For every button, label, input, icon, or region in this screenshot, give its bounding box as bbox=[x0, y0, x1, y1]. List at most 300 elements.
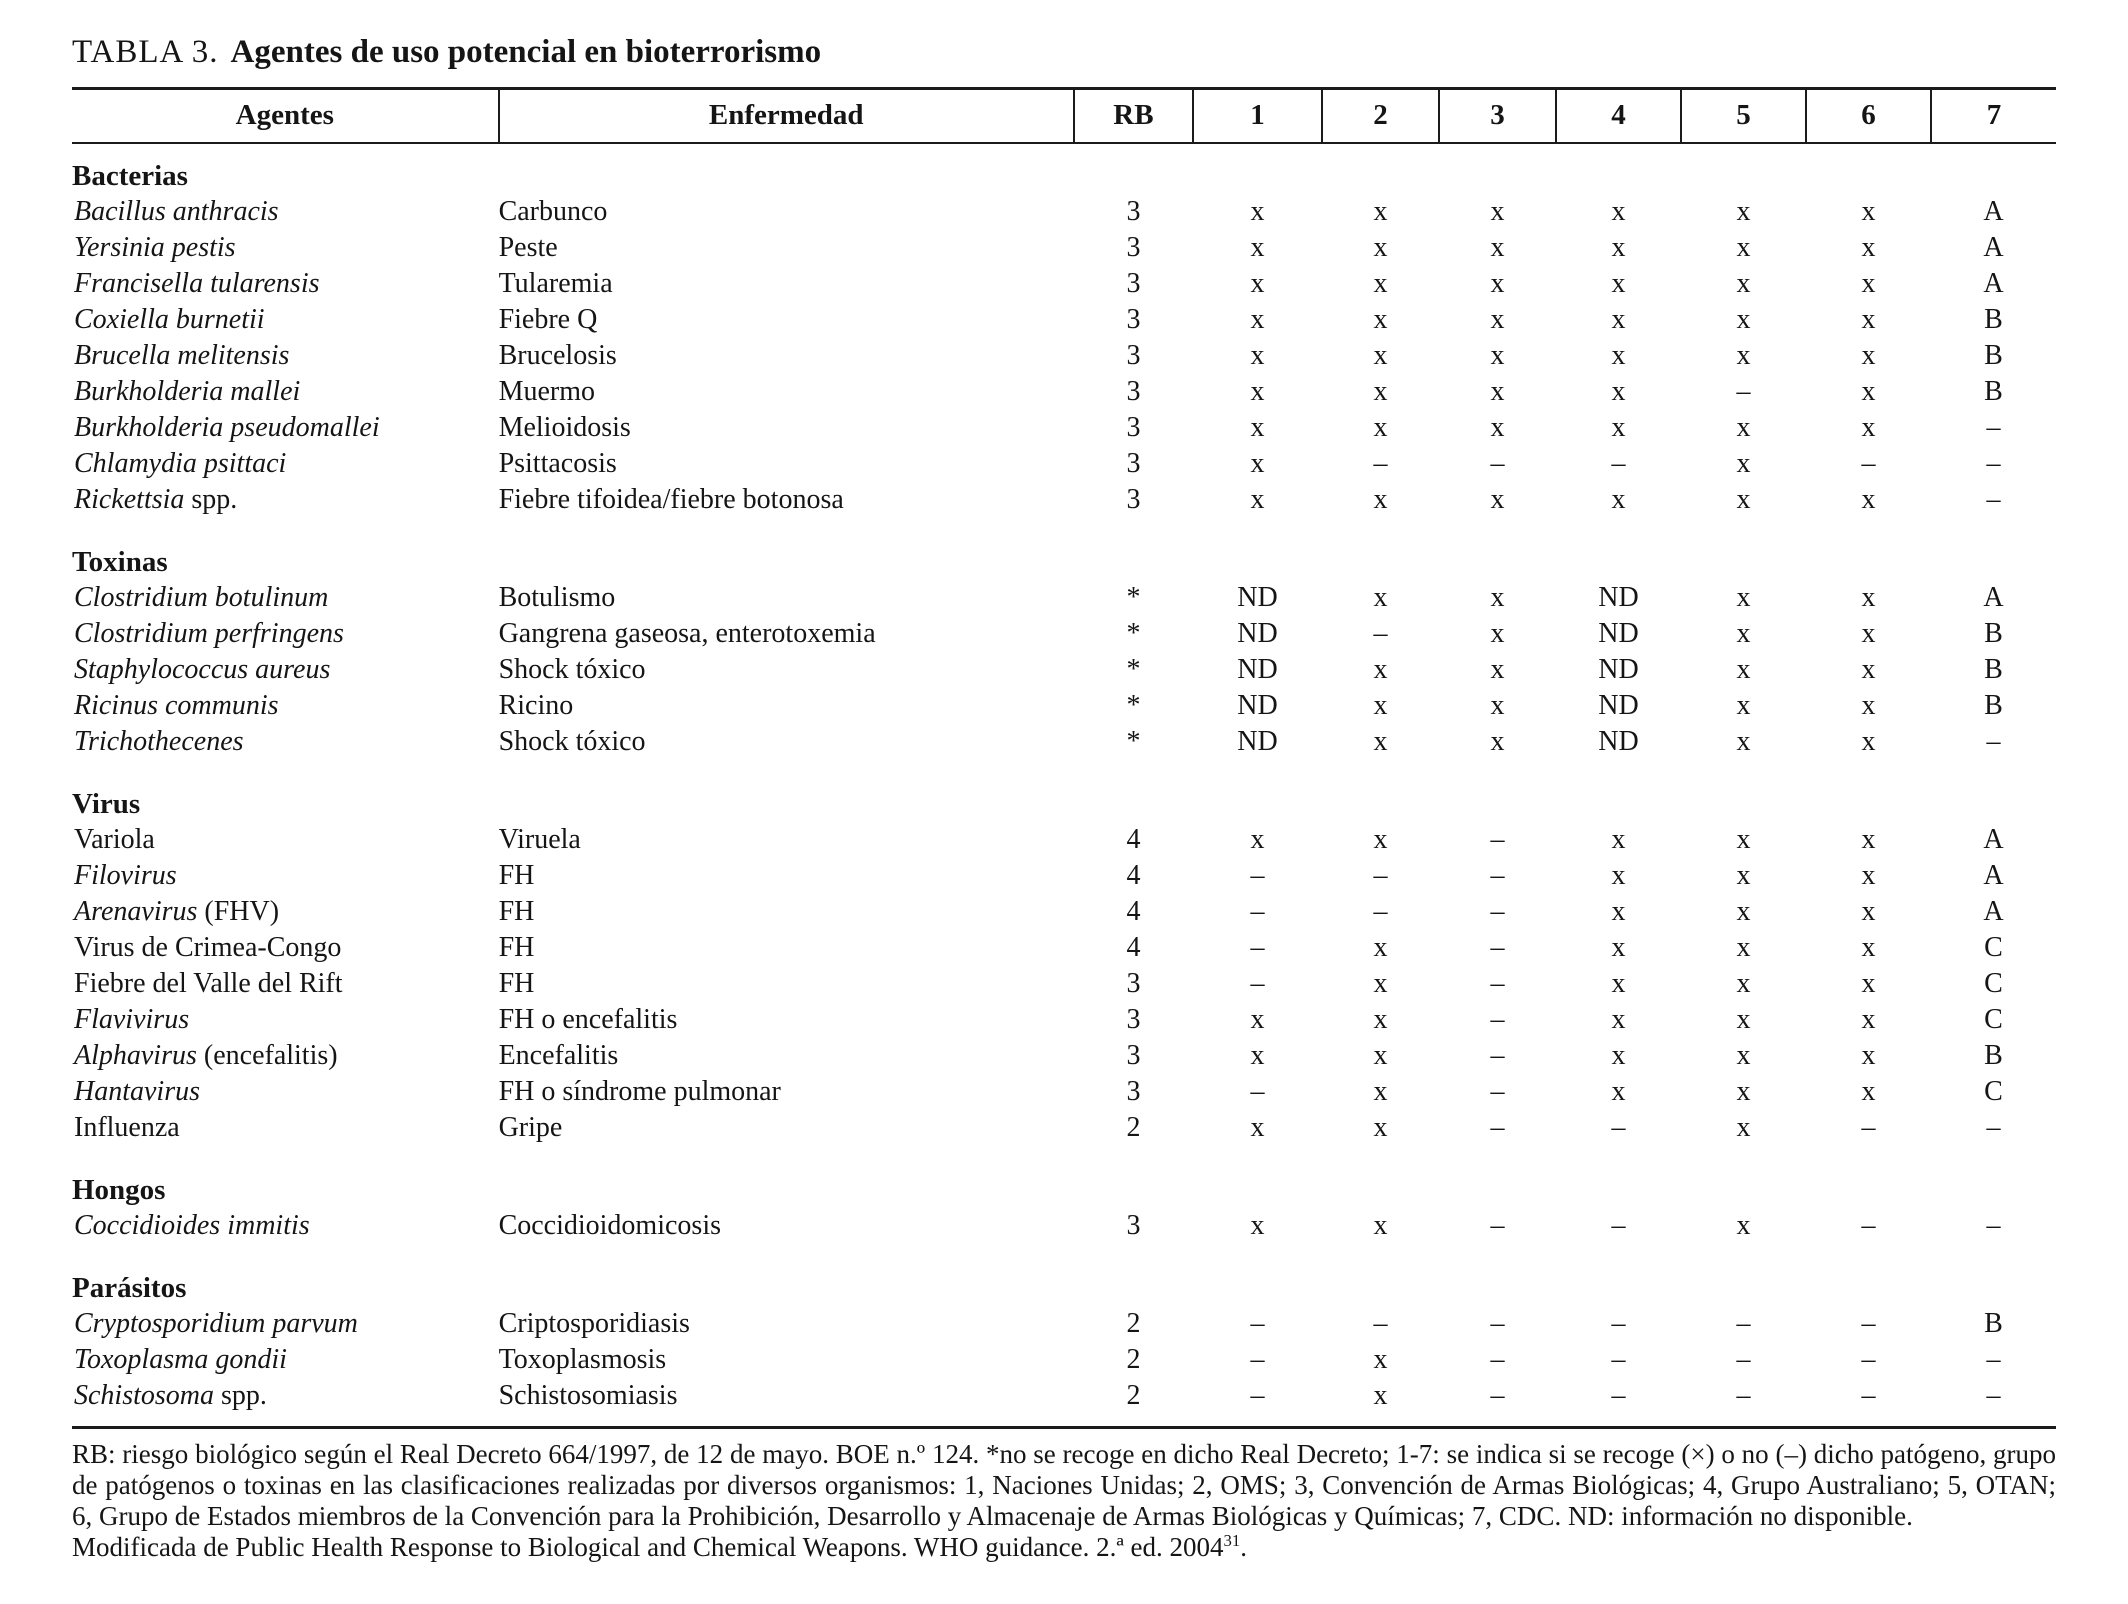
mark-cell-6: x bbox=[1861, 618, 1876, 649]
mark-cell-2: x bbox=[1373, 932, 1388, 963]
mark-cell-7: – bbox=[1986, 726, 2001, 757]
agent-name-cell: Alphavirus (encefalitis) bbox=[74, 1040, 338, 1071]
mark-cell-7: C bbox=[1984, 968, 2003, 999]
mark-cell-3: x bbox=[1490, 654, 1505, 685]
mark-cell-2: x bbox=[1373, 1344, 1388, 1375]
disease-cell: Schistosomiasis bbox=[498, 1380, 678, 1411]
mark-cell-4: ND bbox=[1598, 618, 1639, 649]
agent-name-cell: Influenza bbox=[74, 1112, 180, 1143]
mark-cell-1: x bbox=[1250, 376, 1265, 407]
mark-cell-4: – bbox=[1611, 1308, 1626, 1339]
column-header-7: 7 bbox=[1931, 89, 2056, 144]
mark-cell-1: x bbox=[1250, 196, 1265, 227]
disease-cell: Carbunco bbox=[498, 196, 608, 227]
mark-cell-4: – bbox=[1611, 1112, 1626, 1143]
mark-cell-7: – bbox=[1986, 484, 2001, 515]
agent-row bbox=[72, 1306, 2056, 1342]
mark-cell-3: x bbox=[1490, 690, 1505, 721]
mark-cell-1: – bbox=[1250, 1380, 1265, 1411]
mark-cell-1: ND bbox=[1237, 654, 1278, 685]
column-header-rb: RB bbox=[1074, 89, 1193, 144]
disease-cell: Gripe bbox=[498, 1112, 563, 1143]
disease-cell: Psittacosis bbox=[498, 448, 617, 479]
agent-name-cell: Flavivirus bbox=[74, 1004, 190, 1035]
agent-name-cell: Toxoplasma gondii bbox=[74, 1344, 287, 1375]
disease-cell: Botulismo bbox=[498, 582, 616, 613]
disease-cell: Coccidioidomicosis bbox=[498, 1210, 721, 1241]
mark-cell-1: x bbox=[1250, 1112, 1265, 1143]
section-header-row bbox=[72, 1244, 2056, 1306]
disease-cell: Encefalitis bbox=[498, 1040, 619, 1071]
mark-cell-2: x bbox=[1373, 376, 1388, 407]
mark-cell-2: – bbox=[1373, 860, 1388, 891]
mark-cell-4: ND bbox=[1598, 654, 1639, 685]
mark-cell-2: x bbox=[1373, 1112, 1388, 1143]
disease-cell: FH bbox=[498, 896, 535, 927]
agents-table-container bbox=[72, 87, 2056, 1429]
disease-cell: Toxoplasmosis bbox=[498, 1344, 667, 1375]
agent-row bbox=[72, 446, 2056, 482]
agent-name-cell: Arenavirus (FHV) bbox=[74, 896, 280, 927]
citation-superscript: 31 bbox=[1223, 1531, 1241, 1550]
mark-cell-7: B bbox=[1984, 618, 2003, 649]
rb-cell: 3 bbox=[1126, 304, 1141, 335]
mark-cell-7: C bbox=[1984, 1076, 2003, 1107]
mark-cell-7: B bbox=[1984, 1040, 2003, 1071]
mark-cell-7: – bbox=[1986, 1112, 2001, 1143]
disease-cell: Fiebre tifoidea/fiebre botonosa bbox=[498, 484, 844, 515]
rb-cell: 3 bbox=[1126, 412, 1141, 443]
mark-cell-4: ND bbox=[1598, 726, 1639, 757]
mark-cell-4: – bbox=[1611, 1344, 1626, 1375]
disease-cell: Melioidosis bbox=[498, 412, 631, 443]
agent-name-cell: Rickettsia spp. bbox=[74, 484, 238, 515]
agent-name-cell: Chlamydia psittaci bbox=[74, 448, 287, 479]
rb-cell: 2 bbox=[1126, 1380, 1141, 1411]
mark-cell-1: x bbox=[1250, 304, 1265, 335]
mark-cell-1: – bbox=[1250, 1076, 1265, 1107]
mark-cell-3: – bbox=[1490, 1040, 1505, 1071]
mark-cell-4: x bbox=[1611, 1040, 1626, 1071]
mark-cell-7: A bbox=[1983, 268, 2004, 299]
mark-cell-5: x bbox=[1736, 484, 1751, 515]
mark-cell-2: x bbox=[1373, 968, 1388, 999]
mark-cell-1: ND bbox=[1237, 690, 1278, 721]
disease-cell: Brucelosis bbox=[498, 340, 617, 371]
footnotes bbox=[72, 1439, 2056, 1563]
disease-cell: Peste bbox=[498, 232, 558, 263]
mark-cell-5: x bbox=[1736, 340, 1751, 371]
rb-cell: 2 bbox=[1126, 1308, 1141, 1339]
mark-cell-7: A bbox=[1983, 232, 2004, 263]
mark-cell-3: – bbox=[1490, 932, 1505, 963]
mark-cell-3: – bbox=[1490, 896, 1505, 927]
mark-cell-6: – bbox=[1861, 1210, 1876, 1241]
footnote-source bbox=[72, 1532, 2056, 1563]
agent-row bbox=[72, 652, 2056, 688]
agent-name-cell: Virus de Crimea-Congo bbox=[74, 932, 342, 963]
disease-cell: FH bbox=[498, 968, 535, 999]
mark-cell-7: – bbox=[1986, 1210, 2001, 1241]
rb-cell: 4 bbox=[1126, 896, 1141, 927]
disease-cell: Viruela bbox=[498, 824, 581, 855]
agent-row bbox=[72, 1002, 2056, 1038]
agent-name-cell: Yersinia pestis bbox=[74, 232, 236, 263]
footnote-source-end: . bbox=[1240, 1532, 1248, 1562]
mark-cell-7: C bbox=[1984, 932, 2003, 963]
mark-cell-7: – bbox=[1986, 412, 2001, 443]
mark-cell-1: x bbox=[1250, 232, 1265, 263]
mark-cell-5: x bbox=[1736, 824, 1751, 855]
agent-name-cell: Schistosoma spp. bbox=[74, 1380, 267, 1411]
mark-cell-3: – bbox=[1490, 1210, 1505, 1241]
rb-cell: 3 bbox=[1126, 376, 1141, 407]
mark-cell-5: x bbox=[1736, 1004, 1751, 1035]
mark-cell-6: x bbox=[1861, 340, 1876, 371]
mark-cell-7: B bbox=[1984, 654, 2003, 685]
mark-cell-1: ND bbox=[1237, 618, 1278, 649]
mark-cell-6: x bbox=[1861, 824, 1876, 855]
mark-cell-3: – bbox=[1490, 448, 1505, 479]
mark-cell-7: – bbox=[1986, 1344, 2001, 1375]
mark-cell-4: x bbox=[1611, 232, 1626, 263]
mark-cell-6: x bbox=[1861, 690, 1876, 721]
table-title-text: Agentes de uso potencial en bioterrorismo bbox=[230, 34, 822, 70]
disease-cell: Criptosporidiasis bbox=[498, 1308, 690, 1339]
mark-cell-6: x bbox=[1861, 1040, 1876, 1071]
mark-cell-1: x bbox=[1250, 1040, 1265, 1071]
mark-cell-4: ND bbox=[1598, 690, 1639, 721]
mark-cell-3: x bbox=[1490, 376, 1505, 407]
mark-cell-2: x bbox=[1373, 1076, 1388, 1107]
mark-cell-1: – bbox=[1250, 896, 1265, 927]
mark-cell-6: x bbox=[1861, 412, 1876, 443]
column-header-1: 1 bbox=[1193, 89, 1322, 144]
agent-row bbox=[72, 302, 2056, 338]
mark-cell-1: ND bbox=[1237, 726, 1278, 757]
mark-cell-6: x bbox=[1861, 582, 1876, 613]
agent-name-cell: Hantavirus bbox=[74, 1076, 200, 1107]
mark-cell-5: x bbox=[1736, 232, 1751, 263]
agent-row bbox=[72, 858, 2056, 894]
mark-cell-7: – bbox=[1986, 1380, 2001, 1411]
agent-row bbox=[72, 822, 2056, 858]
agent-name-cell: Fiebre del Valle del Rift bbox=[74, 968, 343, 999]
rb-cell: * bbox=[1126, 654, 1141, 685]
mark-cell-2: – bbox=[1373, 896, 1388, 927]
mark-cell-1: – bbox=[1250, 968, 1265, 999]
mark-cell-3: x bbox=[1490, 726, 1505, 757]
mark-cell-4: x bbox=[1611, 896, 1626, 927]
mark-cell-1: – bbox=[1250, 1344, 1265, 1375]
mark-cell-5: x bbox=[1736, 448, 1751, 479]
rb-cell: 3 bbox=[1126, 1076, 1141, 1107]
mark-cell-3: x bbox=[1490, 196, 1505, 227]
agent-row bbox=[72, 194, 2056, 230]
agent-row bbox=[72, 338, 2056, 374]
mark-cell-7: A bbox=[1983, 896, 2004, 927]
agent-name-cell: Clostridium perfringens bbox=[74, 618, 344, 649]
mark-cell-5: x bbox=[1736, 1076, 1751, 1107]
mark-cell-6: x bbox=[1861, 484, 1876, 515]
agent-row bbox=[72, 688, 2056, 724]
table-title bbox=[72, 34, 2056, 71]
agent-row bbox=[72, 482, 2056, 518]
mark-cell-3: x bbox=[1490, 582, 1505, 613]
mark-cell-5: – bbox=[1736, 376, 1751, 407]
mark-cell-7: C bbox=[1984, 1004, 2003, 1035]
mark-cell-4: x bbox=[1611, 1076, 1626, 1107]
mark-cell-7: B bbox=[1984, 376, 2003, 407]
mark-cell-5: x bbox=[1736, 896, 1751, 927]
mark-cell-2: x bbox=[1373, 232, 1388, 263]
mark-cell-2: – bbox=[1373, 1308, 1388, 1339]
mark-cell-7: A bbox=[1983, 582, 2004, 613]
mark-cell-4: x bbox=[1611, 412, 1626, 443]
agent-row bbox=[72, 1074, 2056, 1110]
mark-cell-3: – bbox=[1490, 824, 1505, 855]
agent-name-cell: Burkholderia pseudomallei bbox=[74, 412, 380, 443]
mark-cell-5: x bbox=[1736, 618, 1751, 649]
mark-cell-4: x bbox=[1611, 304, 1626, 335]
mark-cell-5: x bbox=[1736, 690, 1751, 721]
mark-cell-1: ND bbox=[1237, 582, 1278, 613]
mark-cell-2: x bbox=[1373, 340, 1388, 371]
disease-cell: FH o síndrome pulmonar bbox=[498, 1076, 781, 1107]
mark-cell-4: x bbox=[1611, 376, 1626, 407]
table-title-label: TABLA 3. bbox=[72, 34, 219, 70]
agents-table bbox=[72, 87, 2056, 1414]
mark-cell-3: – bbox=[1490, 1344, 1505, 1375]
mark-cell-7: B bbox=[1984, 690, 2003, 721]
agent-name-cell: Clostridium botulinum bbox=[74, 582, 329, 613]
column-header-3: 3 bbox=[1439, 89, 1556, 144]
mark-cell-4: x bbox=[1611, 932, 1626, 963]
mark-cell-6: – bbox=[1861, 448, 1876, 479]
mark-cell-7: B bbox=[1984, 1308, 2003, 1339]
agent-name-cell: Francisella tularensis bbox=[74, 268, 320, 299]
mark-cell-4: x bbox=[1611, 484, 1626, 515]
agent-row bbox=[72, 266, 2056, 302]
disease-cell: Shock tóxico bbox=[498, 726, 646, 757]
mark-cell-4: x bbox=[1611, 268, 1626, 299]
mark-cell-2: x bbox=[1373, 1210, 1388, 1241]
column-header-enfermedad: Enfermedad bbox=[499, 89, 1074, 144]
mark-cell-1: – bbox=[1250, 860, 1265, 891]
mark-cell-2: x bbox=[1373, 654, 1388, 685]
mark-cell-4: – bbox=[1611, 1380, 1626, 1411]
rb-cell: 3 bbox=[1126, 268, 1141, 299]
rb-cell: 4 bbox=[1126, 932, 1141, 963]
mark-cell-4: – bbox=[1611, 1210, 1626, 1241]
mark-cell-3: – bbox=[1490, 860, 1505, 891]
disease-cell: Tularemia bbox=[498, 268, 613, 299]
mark-cell-2: x bbox=[1373, 1380, 1388, 1411]
rb-cell: * bbox=[1126, 690, 1141, 721]
agent-row bbox=[72, 1110, 2056, 1146]
mark-cell-3: – bbox=[1490, 1076, 1505, 1107]
rb-cell: 3 bbox=[1126, 232, 1141, 263]
section-title: Hongos bbox=[72, 1174, 166, 1206]
mark-cell-1: – bbox=[1250, 932, 1265, 963]
mark-cell-5: x bbox=[1736, 582, 1751, 613]
column-header-4: 4 bbox=[1556, 89, 1681, 144]
mark-cell-6: x bbox=[1861, 896, 1876, 927]
mark-cell-1: x bbox=[1250, 268, 1265, 299]
column-header-6: 6 bbox=[1806, 89, 1931, 144]
section-title: Toxinas bbox=[72, 546, 168, 578]
section-title: Bacterias bbox=[72, 160, 188, 192]
agent-name-cell: Trichothecenes bbox=[74, 726, 244, 757]
agent-name-cell: Brucella melitensis bbox=[74, 340, 290, 371]
section-header-row bbox=[72, 760, 2056, 822]
mark-cell-4: ND bbox=[1598, 582, 1639, 613]
mark-cell-2: x bbox=[1373, 690, 1388, 721]
mark-cell-7: B bbox=[1984, 340, 2003, 371]
mark-cell-6: x bbox=[1861, 860, 1876, 891]
column-header-agentes: Agentes bbox=[72, 89, 499, 144]
agent-name-cell: Burkholderia mallei bbox=[74, 376, 301, 407]
agent-name-cell: Coccidioides immitis bbox=[74, 1210, 310, 1241]
rb-cell: 3 bbox=[1126, 484, 1141, 515]
mark-cell-5: x bbox=[1736, 932, 1751, 963]
agent-name-cell: Cryptosporidium parvum bbox=[74, 1308, 358, 1339]
mark-cell-5: x bbox=[1736, 1210, 1751, 1241]
agent-row bbox=[72, 230, 2056, 266]
rb-cell: * bbox=[1126, 582, 1141, 613]
mark-cell-6: x bbox=[1861, 232, 1876, 263]
mark-cell-2: – bbox=[1373, 618, 1388, 649]
agent-name-cell: Ricinus communis bbox=[74, 690, 279, 721]
mark-cell-5: – bbox=[1736, 1308, 1751, 1339]
mark-cell-5: – bbox=[1736, 1380, 1751, 1411]
disease-cell: Muermo bbox=[498, 376, 595, 407]
rb-cell: 3 bbox=[1126, 1210, 1141, 1241]
mark-cell-6: – bbox=[1861, 1380, 1876, 1411]
disease-cell: Shock tóxico bbox=[498, 654, 646, 685]
mark-cell-4: x bbox=[1611, 824, 1626, 855]
rb-cell: 4 bbox=[1126, 824, 1141, 855]
mark-cell-7: A bbox=[1983, 196, 2004, 227]
agent-row bbox=[72, 724, 2056, 760]
disease-cell: FH bbox=[498, 860, 535, 891]
agent-row bbox=[72, 616, 2056, 652]
agent-name-cell: Coxiella burnetii bbox=[74, 304, 265, 335]
footnote-main: RB: riesgo biológico según el Real Decreto 664/1997, de 12 de mayo. BOE n.º 124. *no se recoge en dicho Real Decreto; 1-7: se indica si se recoge (×) o no (–) dicho patógeno, grupo de patógenos o toxinas en las clasificaciones realizadas por diversos organismos: 1, Naciones Unidas; 2, OMS; 3, Convención de Armas Biológicas; 4, Grupo Australiano; 5, OTAN; 6, Grupo de Estados miembros de la Convención para la Prohibición, Desarrollo y Almacenaje de Armas Biológicas y Químicas; 7, CDC. ND: información no disponible. bbox=[72, 1439, 2056, 1531]
mark-cell-6: x bbox=[1861, 968, 1876, 999]
mark-cell-5: x bbox=[1736, 196, 1751, 227]
mark-cell-6: x bbox=[1861, 304, 1876, 335]
mark-cell-1: x bbox=[1250, 1004, 1265, 1035]
mark-cell-5: – bbox=[1736, 1344, 1751, 1375]
mark-cell-3: x bbox=[1490, 618, 1505, 649]
mark-cell-7: A bbox=[1983, 860, 2004, 891]
mark-cell-7: – bbox=[1986, 448, 2001, 479]
mark-cell-3: x bbox=[1490, 484, 1505, 515]
mark-cell-4: x bbox=[1611, 196, 1626, 227]
rb-cell: 3 bbox=[1126, 340, 1141, 371]
agent-row bbox=[72, 1038, 2056, 1074]
mark-cell-2: x bbox=[1373, 582, 1388, 613]
mark-cell-3: – bbox=[1490, 1004, 1505, 1035]
agent-name-cell: Staphylococcus aureus bbox=[74, 654, 331, 685]
mark-cell-6: x bbox=[1861, 654, 1876, 685]
mark-cell-2: x bbox=[1373, 484, 1388, 515]
mark-cell-7: B bbox=[1984, 304, 2003, 335]
mark-cell-3: x bbox=[1490, 412, 1505, 443]
mark-cell-1: x bbox=[1250, 340, 1265, 371]
mark-cell-1: x bbox=[1250, 1210, 1265, 1241]
footnote-source-text: Modificada de Public Health Response to Biological and Chemical Weapons. WHO guidance. 2.ª ed. 2004 bbox=[72, 1532, 1224, 1562]
mark-cell-6: x bbox=[1861, 268, 1876, 299]
mark-cell-3: – bbox=[1490, 1308, 1505, 1339]
table-body bbox=[72, 143, 2056, 1414]
mark-cell-6: x bbox=[1861, 196, 1876, 227]
mark-cell-5: x bbox=[1736, 268, 1751, 299]
mark-cell-6: – bbox=[1861, 1112, 1876, 1143]
agent-row bbox=[72, 580, 2056, 616]
mark-cell-6: x bbox=[1861, 1004, 1876, 1035]
mark-cell-6: x bbox=[1861, 932, 1876, 963]
mark-cell-5: x bbox=[1736, 860, 1751, 891]
section-header-row bbox=[72, 518, 2056, 580]
mark-cell-6: – bbox=[1861, 1344, 1876, 1375]
mark-cell-2: x bbox=[1373, 726, 1388, 757]
agent-row bbox=[72, 410, 2056, 446]
mark-cell-1: x bbox=[1250, 448, 1265, 479]
rb-cell: 2 bbox=[1126, 1344, 1141, 1375]
disease-cell: Ricino bbox=[498, 690, 574, 721]
column-header-5: 5 bbox=[1681, 89, 1806, 144]
agent-name-cell: Bacillus anthracis bbox=[74, 196, 279, 227]
mark-cell-3: x bbox=[1490, 268, 1505, 299]
mark-cell-1: x bbox=[1250, 412, 1265, 443]
mark-cell-1: x bbox=[1250, 824, 1265, 855]
disease-cell: Fiebre Q bbox=[498, 304, 598, 335]
rb-cell: * bbox=[1126, 726, 1141, 757]
agent-row bbox=[72, 1208, 2056, 1244]
agent-row bbox=[72, 374, 2056, 410]
agent-row bbox=[72, 930, 2056, 966]
mark-cell-2: x bbox=[1373, 1004, 1388, 1035]
rb-cell: 3 bbox=[1126, 968, 1141, 999]
mark-cell-6: x bbox=[1861, 1076, 1876, 1107]
rb-cell: * bbox=[1126, 618, 1141, 649]
rb-cell: 3 bbox=[1126, 1040, 1141, 1071]
disease-cell: Gangrena gaseosa, enterotoxemia bbox=[498, 618, 876, 649]
mark-cell-3: x bbox=[1490, 340, 1505, 371]
table-header bbox=[72, 89, 2056, 144]
rb-cell: 3 bbox=[1126, 448, 1141, 479]
mark-cell-4: x bbox=[1611, 968, 1626, 999]
mark-cell-4: – bbox=[1611, 448, 1626, 479]
mark-cell-3: – bbox=[1490, 1380, 1505, 1411]
mark-cell-4: x bbox=[1611, 340, 1626, 371]
mark-cell-3: – bbox=[1490, 968, 1505, 999]
section-header-row bbox=[72, 143, 2056, 194]
disease-cell: FH bbox=[498, 932, 535, 963]
mark-cell-7: A bbox=[1983, 824, 2004, 855]
rb-cell: 3 bbox=[1126, 1004, 1141, 1035]
agent-row bbox=[72, 966, 2056, 1002]
mark-cell-2: x bbox=[1373, 304, 1388, 335]
mark-cell-6: x bbox=[1861, 376, 1876, 407]
mark-cell-3: x bbox=[1490, 304, 1505, 335]
mark-cell-6: x bbox=[1861, 726, 1876, 757]
agent-row bbox=[72, 894, 2056, 930]
mark-cell-2: x bbox=[1373, 412, 1388, 443]
agent-row bbox=[72, 1342, 2056, 1378]
